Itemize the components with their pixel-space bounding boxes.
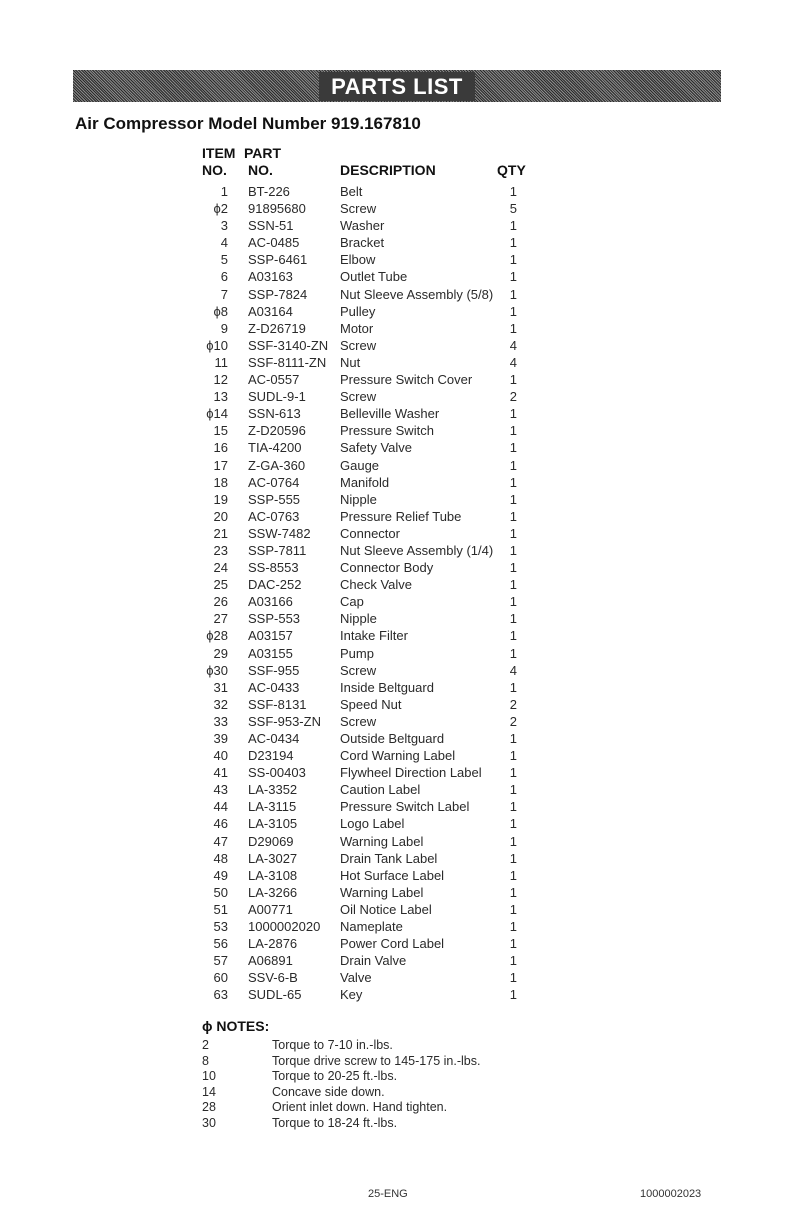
table-row <box>202 475 542 492</box>
quantity: 1 <box>509 611 517 627</box>
description: Flywheel Direction Label <box>340 765 482 781</box>
quantity: 1 <box>509 799 517 815</box>
description: Nipple <box>340 491 377 507</box>
part-number: SSN-51 <box>248 218 294 234</box>
part-number: 1000002020 <box>248 919 321 935</box>
quantity: 1 <box>509 970 517 986</box>
item-number: 6 <box>220 269 228 285</box>
table-row <box>202 526 542 543</box>
item-number: ϕ8 <box>213 303 228 319</box>
part-number: A00771 <box>248 901 293 917</box>
quantity: 1 <box>509 731 517 746</box>
table-row <box>202 919 542 936</box>
note-ref: 30 <box>202 1115 216 1130</box>
quantity: 1 <box>509 850 517 866</box>
table-header-row-2 <box>202 162 542 179</box>
document-number: 1000002023 <box>640 1188 702 1200</box>
part-number: LA-2876 <box>248 936 298 952</box>
part-number: SSP-553 <box>248 611 301 627</box>
description: Warning Label <box>340 833 424 849</box>
part-number: LA-3115 <box>248 799 297 815</box>
table-row <box>202 355 542 372</box>
table-row <box>202 885 542 902</box>
item-number: 13 <box>213 389 228 405</box>
table-row <box>202 936 542 953</box>
item-number: 57 <box>213 953 228 969</box>
item-number: 15 <box>213 423 228 439</box>
table-row <box>202 252 542 269</box>
quantity: 1 <box>509 884 517 900</box>
part-number: TIA-4200 <box>248 440 302 456</box>
quantity: 1 <box>509 218 517 234</box>
item-number: 24 <box>213 560 228 576</box>
description: Connector <box>340 525 400 541</box>
quantity: 1 <box>509 508 517 524</box>
item-number: 48 <box>213 850 228 866</box>
quantity: 1 <box>509 628 517 644</box>
item-number: 3 <box>220 218 228 234</box>
part-number: SSF-953-ZN <box>248 713 321 729</box>
description: Speed Nut <box>340 696 402 712</box>
part-number: AC-0433 <box>248 679 300 695</box>
part-number: LA-3266 <box>248 884 298 900</box>
parts-rows <box>202 184 542 1005</box>
header-qty: QTY <box>497 162 526 178</box>
description: Outlet Tube <box>340 269 408 285</box>
table-row <box>202 235 542 252</box>
note-ref: 2 <box>202 1038 209 1052</box>
description: Belleville Washer <box>340 406 440 422</box>
description: Bracket <box>340 235 385 251</box>
part-number: LA-3352 <box>248 782 298 798</box>
notes-list <box>202 1038 562 1132</box>
description: Drain Valve <box>340 953 407 969</box>
item-number: 63 <box>213 987 228 1003</box>
quantity: 5 <box>509 201 517 217</box>
item-number: 26 <box>213 594 228 610</box>
table-row <box>202 628 542 645</box>
item-number: 41 <box>213 765 228 781</box>
description: Nut Sleeve Assembly (1/4) <box>340 542 494 558</box>
quantity: 1 <box>509 594 517 610</box>
note-item <box>202 1100 562 1116</box>
item-number: 23 <box>213 542 228 558</box>
quantity: 1 <box>509 406 517 422</box>
item-number: 33 <box>213 713 228 729</box>
note-item <box>202 1038 562 1054</box>
item-number: 25 <box>213 577 228 593</box>
table-row <box>202 611 542 628</box>
item-number: 60 <box>213 970 228 986</box>
quantity: 1 <box>509 901 517 917</box>
table-row <box>202 372 542 389</box>
quantity: 1 <box>509 320 517 336</box>
item-number: 27 <box>213 611 228 627</box>
table-row <box>202 577 542 594</box>
item-number: 46 <box>213 816 228 832</box>
description: Key <box>340 987 363 1003</box>
description: Caution Label <box>340 782 421 798</box>
note-item <box>202 1085 562 1101</box>
banner-title: PARTS LIST <box>319 72 475 101</box>
part-number: SSF-8111-ZN <box>248 354 327 370</box>
table-row <box>202 987 542 1004</box>
item-number: 7 <box>220 286 228 302</box>
part-number: LA-3108 <box>248 867 298 883</box>
description: Motor <box>340 320 374 336</box>
description: Pump <box>340 645 374 661</box>
item-number: 12 <box>213 372 228 388</box>
quantity: 1 <box>509 679 517 695</box>
table-row <box>202 782 542 799</box>
note-item <box>202 1069 562 1085</box>
item-number: ϕ10 <box>206 337 228 353</box>
item-number: 43 <box>213 782 228 798</box>
item-number: 1 <box>220 184 228 199</box>
table-row <box>202 868 542 885</box>
notes-section <box>202 1018 562 1132</box>
quantity: 1 <box>509 286 517 302</box>
quantity: 1 <box>509 919 517 935</box>
item-number: 16 <box>213 440 228 456</box>
table-row <box>202 304 542 321</box>
quantity: 1 <box>509 457 517 473</box>
part-number: AC-0557 <box>248 372 300 388</box>
item-number: 47 <box>213 833 228 849</box>
note-ref: 14 <box>202 1084 216 1099</box>
description: Inside Beltguard <box>340 679 434 695</box>
part-number: AC-0763 <box>248 508 300 524</box>
table-row <box>202 338 542 355</box>
parts-table <box>202 145 542 1005</box>
part-number: SS-8553 <box>248 560 299 576</box>
part-number: D29069 <box>248 833 294 849</box>
description: Safety Valve <box>340 440 413 456</box>
table-row <box>202 184 542 201</box>
part-number: SSW-7482 <box>248 525 311 541</box>
part-number: A06891 <box>248 953 293 969</box>
item-number: 49 <box>213 867 228 883</box>
part-number: SSP-7811 <box>248 542 307 558</box>
page-number: 25-ENG <box>368 1188 408 1200</box>
table-row <box>202 269 542 286</box>
table-row <box>202 953 542 970</box>
part-number: Z-D20596 <box>248 423 306 439</box>
table-row <box>202 287 542 304</box>
notes-title: ϕ NOTES: <box>202 1018 270 1034</box>
description: Oil Notice Label <box>340 901 432 917</box>
item-number: 20 <box>213 508 228 524</box>
quantity: 1 <box>509 491 517 507</box>
header-item: ITEM <box>202 145 236 161</box>
quantity: 4 <box>509 337 517 353</box>
quantity: 1 <box>509 542 517 558</box>
table-row <box>202 697 542 714</box>
part-number: A03157 <box>248 628 293 644</box>
description: Manifold <box>340 474 390 490</box>
table-row <box>202 799 542 816</box>
quantity: 1 <box>509 577 517 593</box>
table-header-row-1 <box>202 145 542 162</box>
quantity: 1 <box>509 645 517 661</box>
table-row <box>202 201 542 218</box>
part-number: AC-0485 <box>248 235 300 251</box>
quantity: 1 <box>509 816 517 832</box>
item-number: 31 <box>213 679 228 695</box>
part-number: SSF-8131 <box>248 696 307 712</box>
quantity: 1 <box>509 235 517 251</box>
part-number: DAC-252 <box>248 577 302 593</box>
part-number: A03166 <box>248 594 293 610</box>
part-number: A03164 <box>248 303 293 319</box>
description: Screw <box>340 337 377 353</box>
part-number: SSV-6-B <box>248 970 298 986</box>
model-title: Air Compressor Model Number 919.167810 <box>75 114 421 133</box>
item-number: 21 <box>213 525 228 541</box>
note-text: Torque drive screw to 145-175 in.-lbs. <box>272 1053 481 1068</box>
table-row <box>202 389 542 406</box>
note-text: Concave side down. <box>272 1084 385 1099</box>
quantity: 1 <box>509 303 517 319</box>
description: Cord Warning Label <box>340 748 456 764</box>
note-text: Torque to 20-25 ft.-lbs. <box>272 1069 398 1084</box>
table-row <box>202 458 542 475</box>
part-number: AC-0764 <box>248 474 300 490</box>
description: Pressure Switch Cover <box>340 372 473 388</box>
parts-list-banner <box>73 70 721 102</box>
note-text: Orient inlet down. Hand tighten. <box>272 1100 448 1115</box>
table-row <box>202 560 542 577</box>
item-number: 19 <box>213 491 228 507</box>
quantity: 1 <box>509 184 517 199</box>
item-number: ϕ30 <box>206 662 228 678</box>
description: Nipple <box>340 611 377 627</box>
table-row <box>202 509 542 526</box>
note-ref: 28 <box>202 1100 216 1115</box>
part-number: SSN-613 <box>248 406 301 422</box>
description: Valve <box>340 970 372 986</box>
quantity: 1 <box>509 525 517 541</box>
quantity: 1 <box>509 560 517 576</box>
quantity: 1 <box>509 833 517 849</box>
item-number: 56 <box>213 936 228 952</box>
description: Logo Label <box>340 816 405 832</box>
note-ref: 8 <box>202 1053 209 1068</box>
note-item <box>202 1116 562 1132</box>
item-number: 17 <box>213 457 228 473</box>
note-item <box>202 1054 562 1070</box>
description: Drain Tank Label <box>340 850 438 866</box>
description: Nut Sleeve Assembly (5/8) <box>340 286 494 302</box>
part-number: A03163 <box>248 269 293 285</box>
item-number: 53 <box>213 919 228 935</box>
part-number: SUDL-9-1 <box>248 389 306 405</box>
quantity: 2 <box>509 389 517 405</box>
item-number: 11 <box>214 354 228 370</box>
table-row <box>202 714 542 731</box>
header-no: NO. <box>202 162 227 178</box>
note-text: Torque to 18-24 ft.-lbs. <box>272 1115 398 1130</box>
table-row <box>202 440 542 457</box>
part-number: D23194 <box>248 748 294 764</box>
table-row <box>202 594 542 611</box>
quantity: 2 <box>509 696 517 712</box>
description: Pressure Switch Label <box>340 799 470 815</box>
quantity: 1 <box>509 953 517 969</box>
description: Pulley <box>340 303 376 319</box>
table-row <box>202 731 542 748</box>
description: Check Valve <box>340 577 413 593</box>
table-row <box>202 423 542 440</box>
description: Nut <box>340 354 361 370</box>
table-row <box>202 765 542 782</box>
item-number: ϕ2 <box>213 201 228 217</box>
table-row <box>202 543 542 560</box>
quantity: 1 <box>509 748 517 764</box>
description: Screw <box>340 389 377 405</box>
table-row <box>202 851 542 868</box>
description: Connector Body <box>340 560 434 576</box>
item-number: 44 <box>213 799 228 815</box>
part-number: SSP-555 <box>248 491 301 507</box>
part-number: Z-GA-360 <box>248 457 306 473</box>
part-number: SSF-955 <box>248 662 300 678</box>
table-row <box>202 663 542 680</box>
part-number: LA-3105 <box>248 816 298 832</box>
description: Screw <box>340 662 377 678</box>
quantity: 4 <box>509 354 517 370</box>
description: Gauge <box>340 457 380 473</box>
part-number: Z-D26719 <box>248 320 306 336</box>
table-row <box>202 492 542 509</box>
part-number: 91895680 <box>248 201 306 217</box>
table-row <box>202 902 542 919</box>
table-row <box>202 748 542 765</box>
description: Screw <box>340 201 377 217</box>
item-number: 29 <box>213 645 228 661</box>
quantity: 2 <box>509 713 517 729</box>
part-number: A03155 <box>248 645 293 661</box>
description: Intake Filter <box>340 628 408 644</box>
item-number: 39 <box>213 731 228 746</box>
part-number: SS-00403 <box>248 765 306 781</box>
part-number: SUDL-65 <box>248 987 302 1003</box>
item-number: ϕ28 <box>206 628 228 644</box>
description: Hot Surface Label <box>340 867 445 883</box>
table-row <box>202 218 542 235</box>
item-number: 40 <box>213 748 228 764</box>
quantity: 1 <box>509 987 517 1003</box>
description: Nameplate <box>340 919 403 935</box>
part-number: LA-3027 <box>248 850 298 866</box>
item-number: 50 <box>213 884 228 900</box>
quantity: 1 <box>509 936 517 952</box>
header-description: DESCRIPTION <box>340 162 436 178</box>
quantity: 4 <box>509 662 517 678</box>
note-text: Torque to 7-10 in.-lbs. <box>272 1038 393 1052</box>
header-part-no: NO. <box>248 162 273 178</box>
part-number: AC-0434 <box>248 731 300 746</box>
quantity: 1 <box>509 474 517 490</box>
description: Elbow <box>340 252 376 268</box>
description: Outside Beltguard <box>340 731 445 746</box>
part-number: SSP-7824 <box>248 286 308 302</box>
table-row <box>202 321 542 338</box>
quantity: 1 <box>509 423 517 439</box>
part-number: SSF-3140-ZN <box>248 337 329 353</box>
description: Warning Label <box>340 884 424 900</box>
table-row <box>202 834 542 851</box>
description: Screw <box>340 713 377 729</box>
quantity: 1 <box>509 372 517 388</box>
description: Pressure Switch <box>340 423 434 439</box>
item-number: 32 <box>213 696 228 712</box>
item-number: 51 <box>213 901 228 917</box>
quantity: 1 <box>509 440 517 456</box>
quantity: 1 <box>509 252 517 268</box>
quantity: 1 <box>509 867 517 883</box>
table-row <box>202 816 542 833</box>
description: Cap <box>340 594 364 610</box>
description: Pressure Relief Tube <box>340 508 462 524</box>
description: Belt <box>340 184 363 199</box>
table-row <box>202 646 542 663</box>
part-number: SSP-6461 <box>248 252 308 268</box>
quantity: 1 <box>509 782 517 798</box>
description: Power Cord Label <box>340 936 445 952</box>
part-number: BT-226 <box>248 184 290 199</box>
item-number: 9 <box>220 320 228 336</box>
item-number: 18 <box>213 474 228 490</box>
item-number: 5 <box>220 252 228 268</box>
description: Washer <box>340 218 385 234</box>
table-row <box>202 970 542 987</box>
header-part: PART <box>244 145 282 161</box>
note-ref: 10 <box>202 1069 216 1084</box>
quantity: 1 <box>509 269 517 285</box>
table-row <box>202 680 542 697</box>
table-row <box>202 406 542 423</box>
quantity: 1 <box>509 765 517 781</box>
item-number: ϕ14 <box>206 406 228 422</box>
item-number: 4 <box>220 235 228 251</box>
